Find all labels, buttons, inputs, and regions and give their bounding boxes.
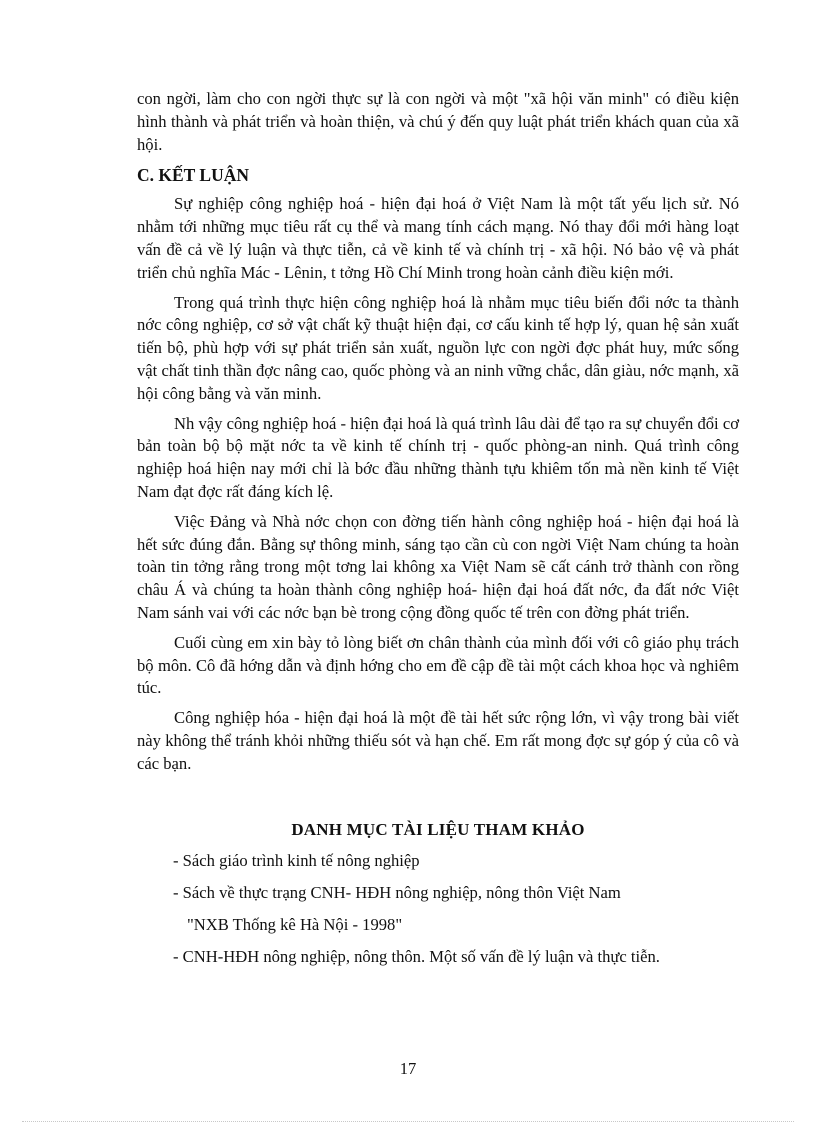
document-page — [137, 88, 739, 978]
reference-item: - Sách giáo trình kinh tế nông nghiệp — [173, 850, 420, 870]
paragraph-conclusion-2: Trong quá trình thực hiện công nghiệp hoá là nhằm mục tiêu biến đổi nớc ta thành nớc công nghiệp, cơ sở vật chất kỹ thuật hiện đại, cơ cấu kinh tế hợp lý, quan hệ sản xuất tiến bộ, phù hợp với sự phát triển sản xuất, nguồn lực con ngời đợc phát huy, mức sống vật chất tinh thần đợc nâng cao, quốc phòng và an ninh vững chắc, dân giàu, nớc mạnh, xã hội công bằng và văn minh. — [137, 292, 739, 403]
reference-item-publisher: "NXB Thống kê Hà Nội - 1998" — [187, 914, 403, 934]
paragraph-conclusion-4: Việc Đảng và Nhà nớc chọn con đờng tiến hành công nghiệp hoá - hiện đại hoá là hết sức đúng đắn. Bằng sự thông minh, sáng tạo cần cù con ngời Việt Nam chúng ta hoàn toàn tin tởng rằng trong một tơng lai không xa Việt Nam sẽ cất cánh trở thành con rồng châu Á và chúng ta hoàn thành công nghiệp hoá- hiện đại hoá đất nớc, đa đất nớc Việt Nam sánh vai với các nớc bạn bè trong cộng đồng quốc tế trên con đờng phát triển. — [137, 511, 739, 622]
section-heading-conclusion: C. KẾT LUẬN — [137, 165, 249, 186]
paragraph-intro-continuation: con ngời, làm cho con ngời thực sự là con ngời và một "xã hội văn minh" có điều kiện hình thành và phát triển và hoàn thiện, và chú ý đến quy luật phát triển khách quan của xã hội. — [137, 89, 739, 154]
references-list — [137, 850, 739, 968]
paragraph-conclusion-1: Sự nghiệp công nghiệp hoá - hiện đại hoá ở Việt Nam là một tất yếu lịch sử. Nó nhằm tới những mục tiêu rất cụ thể và mang tính cách mạng. Nó thay đổi mới hàng loạt vấn đề cả về lý luận và thực tiễn, cả về kinh tế và chính trị - xã hội. Nó bảo vệ và phát triển chủ nghĩa Mác - Lênin, t tởng Hồ Chí Minh trong hoàn cảnh điều kiện mới. — [137, 194, 739, 282]
page-number: 17 — [399, 1059, 417, 1078]
page-bottom-divider — [22, 1121, 794, 1122]
paragraph-conclusion-6: Công nghiệp hóa - hiện đại hoá là một đề tài hết sức rộng lớn, vì vậy trong bài viết này không thể tránh khỏi những thiếu sót và hạn chế. Em rất mong đợc sự góp ý của cô và các bạn. — [137, 708, 739, 773]
paragraph-conclusion-5: Cuối cùng em xin bày tỏ lòng biết ơn chân thành của mình đối với cô giáo phụ trách bộ môn. Cô đã hớng dẫn và định hớng cho em đề cập đề tài một cách khoa học và nghiêm túc. — [137, 632, 739, 698]
reference-item: - CNH-HĐH nông nghiệp, nông thôn. Một số vấn đề lý luận và thực tiễn. — [173, 946, 660, 966]
paragraph-conclusion-3: Nh vậy công nghiệp hoá - hiện đại hoá là quá trình lâu dài để tạo ra sự chuyển đổi cơ bản toàn bộ bộ mặt nớc ta về kinh tế chính trị - quốc phòng-an ninh. Quá trình công nghiệp hoá hiện nay mới chỉ là bớc đầu những thành tựu khiêm tốn mà nền kinh tế Việt Nam đạt đợc rất đáng kích lệ. — [137, 413, 739, 501]
reference-item: - Sách về thực trạng CNH- HĐH nông nghiệp, nông thôn Việt Nam — [173, 882, 621, 902]
references-title: DANH MỤC TÀI LIỆU THAM KHẢO — [291, 819, 585, 839]
